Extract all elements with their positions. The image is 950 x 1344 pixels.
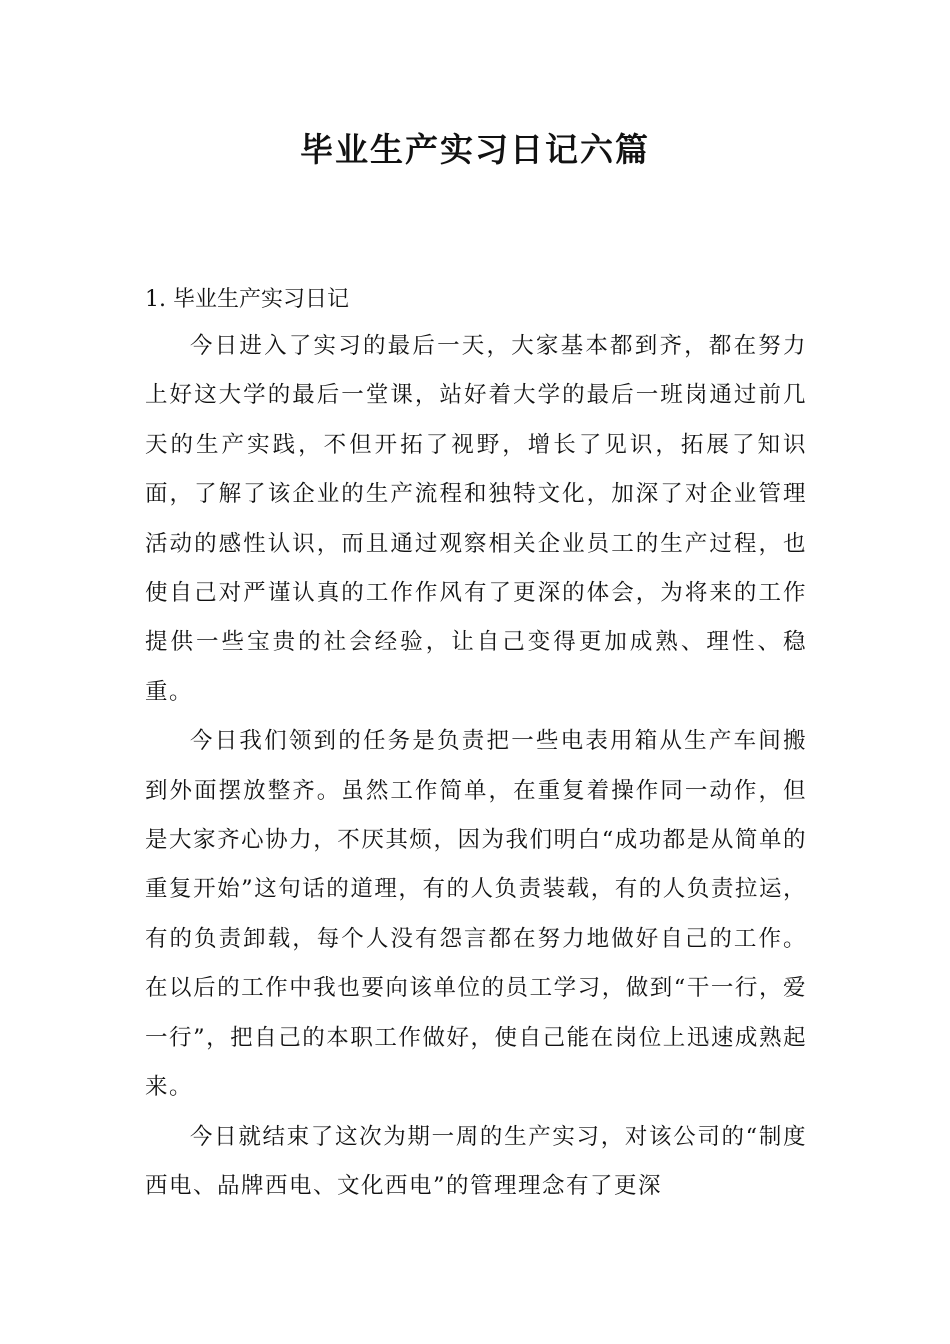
paragraph-2: 今日我们领到的任务是负责把一些电表用箱从生产车间搬到外面摆放整齐。虽然工作简单，在重复着操作同一动作，但是大家齐心协力，不厌其烦，因为我们明白“成功都是从简单的重复开始”这句话的道理，有的人负责装载，有的人负责拉运，有的负责卸载，每个人没有怨言都在努力地做好自己的工作。在以后的工作中我也要向该单位的员工学习，做到“干一行，爱一行”，把自己的本职工作做好，使自己能在岗位上迅速成熟起来。 — [145, 728, 807, 1101]
paragraph-1: 今日进入了实习的最后一天，大家基本都到齐，都在努力上好这大学的最后一堂课，站好着大学的最后一班岗通过前几天的生产实践，不但开拓了视野，增长了见识，拓展了知识面，了解了该企业的生产流程和独特文化，加深了对企业管理活动的感性认识，而且通过观察相关企业员工的生产过程，也使自己对严谨认真的工作作风有了更深的体会，为将来的工作提供一些宝贵的社会经验，让自己变得更加成熟、理性、稳重。 — [145, 333, 807, 705]
section-heading: 1. 毕业生产实习日记 — [145, 287, 349, 312]
document-body — [145, 278, 807, 1211]
paragraph-3: 今日就结束了这次为期一周的生产实习，对该公司的“制度西电、品牌西电、文化西电”的管理理念有了更深 — [145, 1123, 807, 1199]
document-title: 毕业生产实习日记六篇 — [300, 130, 650, 169]
